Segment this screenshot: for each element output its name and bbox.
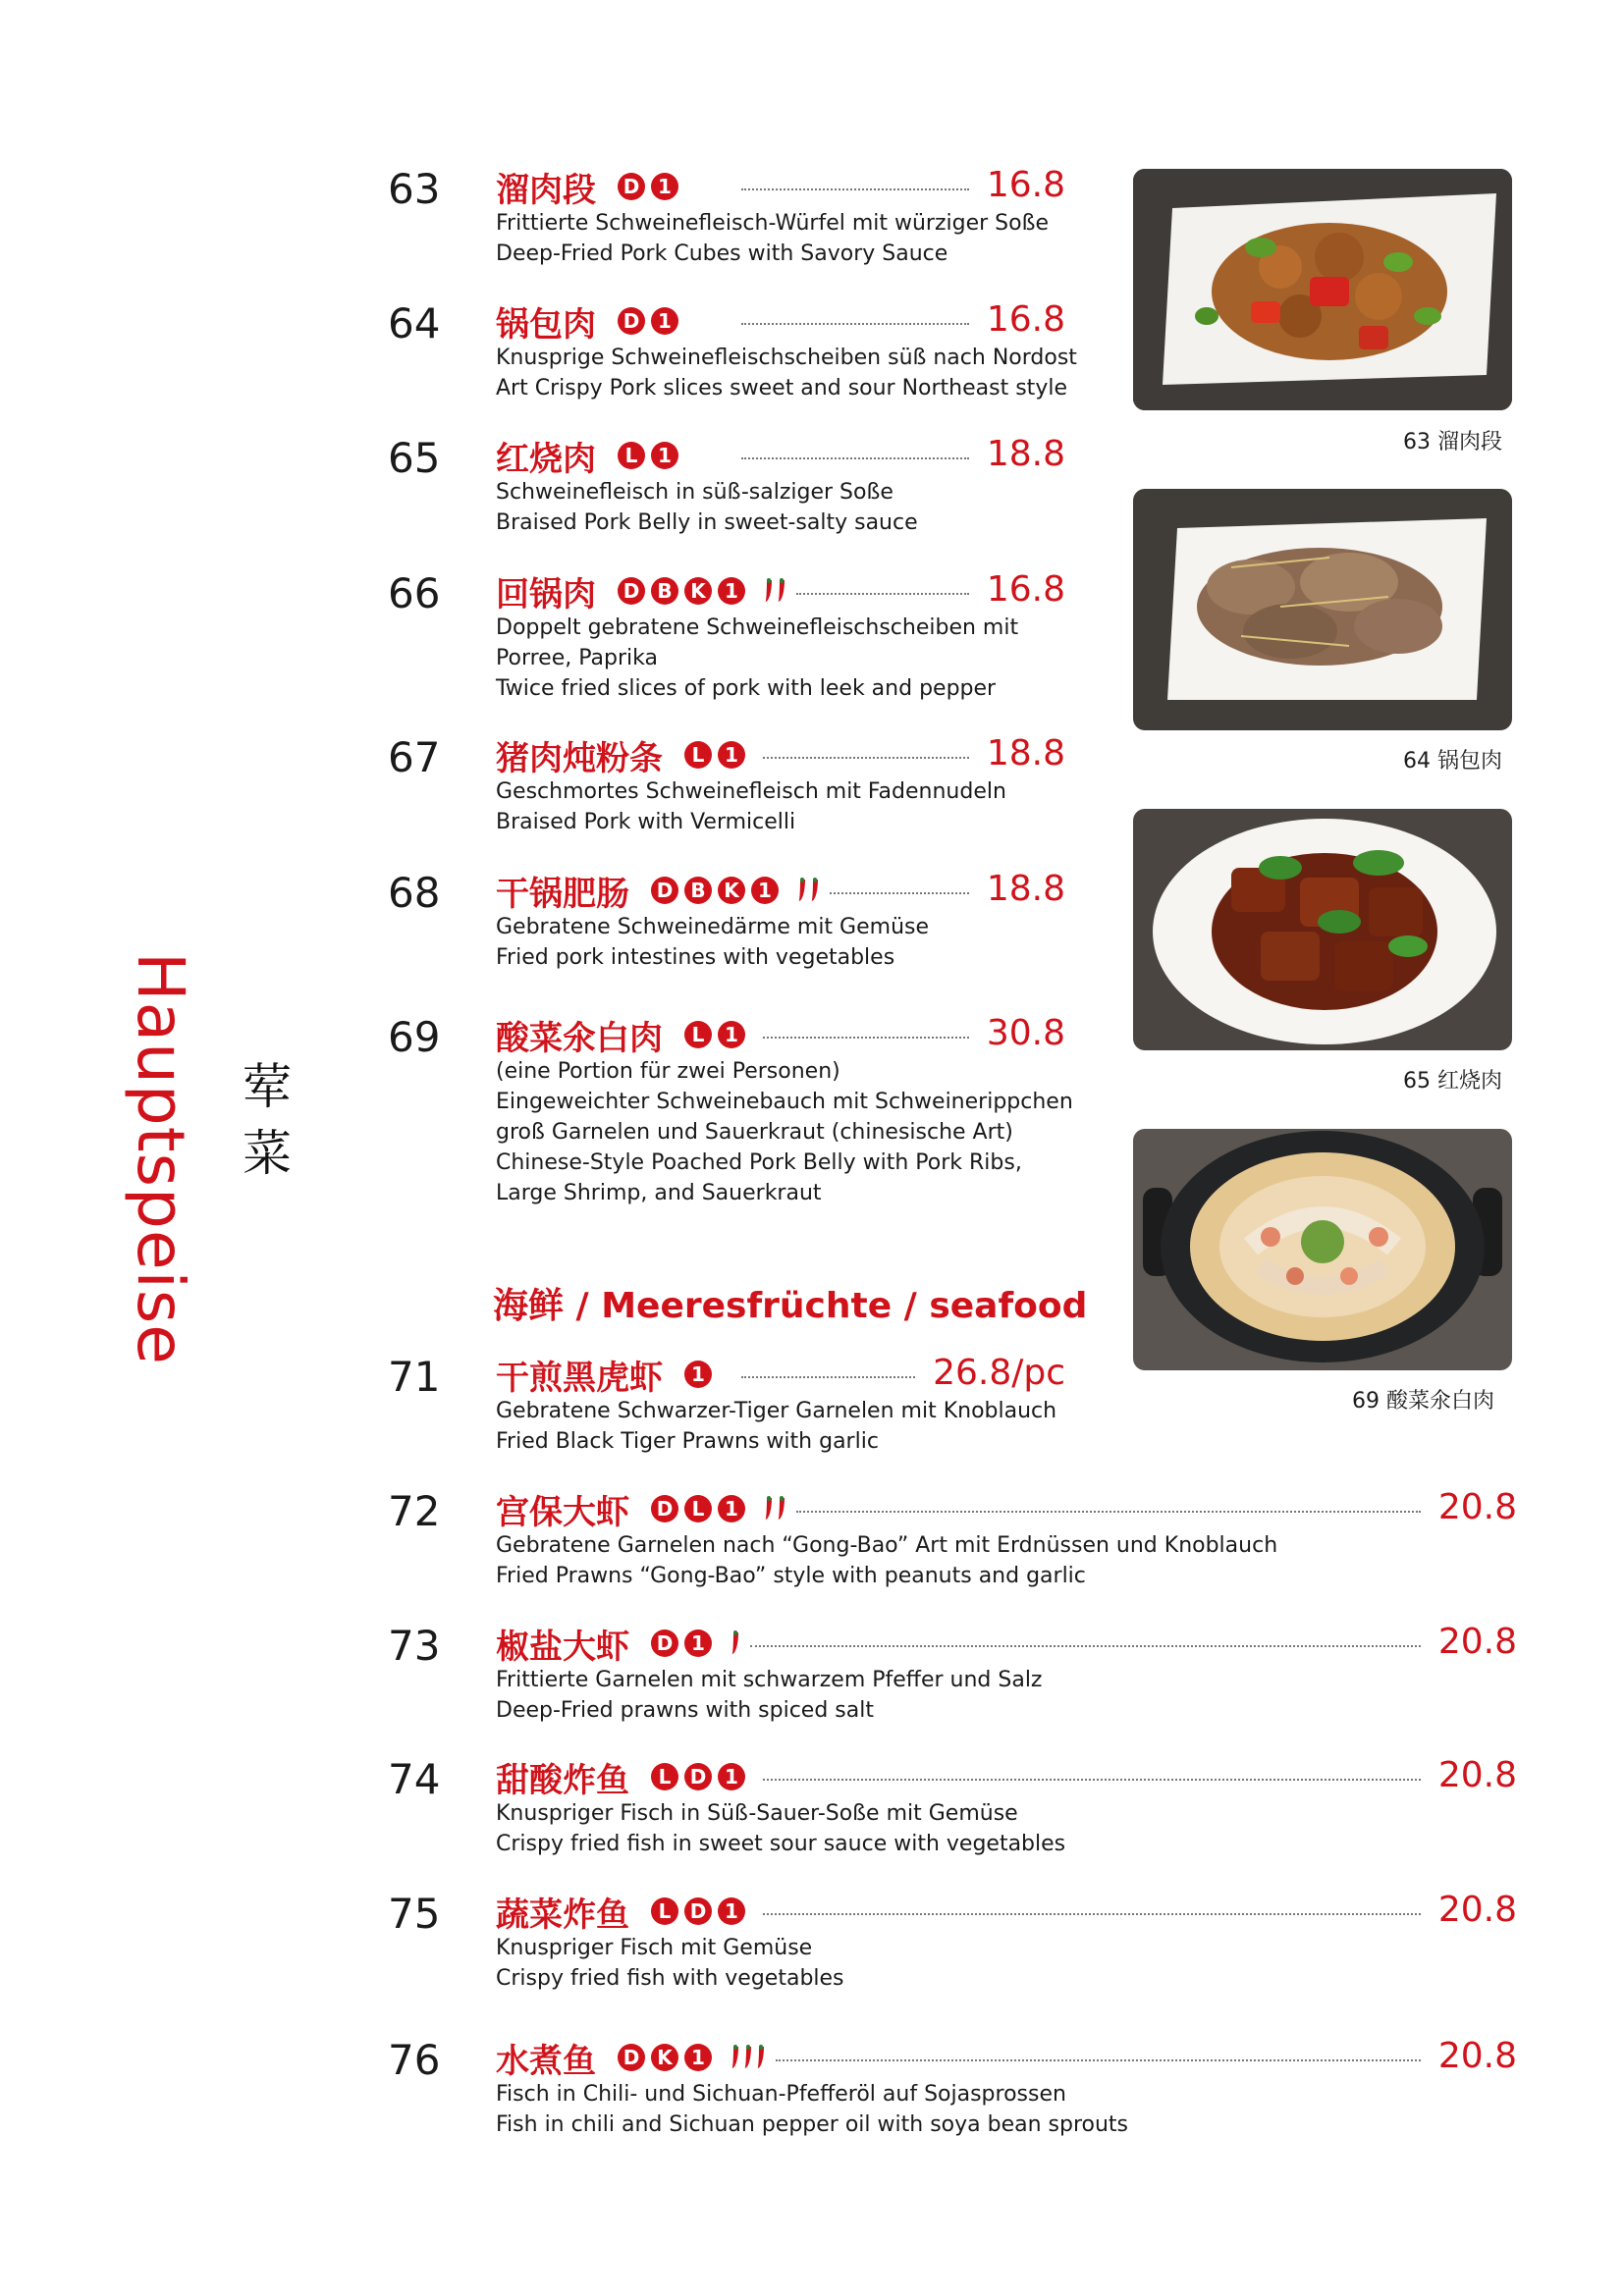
description-line: Chinese-Style Poached Pork Belly with Pork Ribs, (496, 1150, 1022, 1175)
photo-dish-63 (1133, 169, 1512, 410)
item-chinese-name: 宫保大虾 (496, 1492, 629, 1532)
photo-dish-65 (1133, 809, 1512, 1050)
item-number: 66 (388, 569, 441, 617)
dot-leader (776, 2059, 1421, 2061)
item-chinese-name: 椒盐大虾 (496, 1627, 629, 1667)
item-description (496, 1933, 844, 1994)
item-description (496, 208, 1049, 269)
dot-leader (763, 1913, 1421, 1915)
description-line: Art Crispy Pork slices sweet and sour Northeast style (496, 376, 1067, 400)
item-number: 75 (388, 1890, 441, 1938)
allergen-badge: D (684, 1763, 712, 1790)
dot-leader (830, 892, 969, 894)
chili-icon (759, 1496, 769, 1522)
description-line: Fried pork intestines with vegetables (496, 945, 895, 970)
item-title-row (496, 871, 818, 914)
side-title-german: Hauptspeise (123, 952, 198, 1365)
allergen-badges (618, 2044, 718, 2071)
dot-leader (741, 188, 969, 190)
allergen-badges (618, 307, 684, 335)
item-chinese-name: 猪肉炖粉条 (496, 738, 663, 778)
item-title-row (496, 735, 751, 778)
dot-leader (741, 1376, 915, 1378)
description-line: Braised Pork with Vermicelli (496, 810, 796, 834)
allergen-badge: D (618, 2044, 645, 2071)
item-number: 68 (388, 869, 441, 917)
photo-caption-64: 64 锅包肉 (1403, 749, 1502, 774)
description-line: Deep-Fried Pork Cubes with Savory Sauce (496, 241, 948, 266)
description-line: Crispy fried fish with vegetables (496, 1966, 844, 1991)
item-chinese-name: 回锅肉 (496, 574, 596, 614)
item-price: 16.8 (986, 299, 1065, 340)
item-chinese-name: 酸菜氽白肉 (496, 1018, 663, 1058)
item-number: 71 (388, 1353, 441, 1401)
item-description (496, 1396, 1056, 1457)
allergen-badge: 1 (718, 1021, 745, 1048)
allergen-badge: K (651, 2044, 678, 2071)
allergen-badge: 1 (684, 2044, 712, 2071)
item-number: 64 (388, 299, 441, 347)
item-description (496, 477, 918, 538)
allergen-badge: D (684, 1897, 712, 1925)
description-line: (eine Portion für zwei Personen) (496, 1059, 840, 1084)
item-title-row (496, 1355, 718, 1398)
item-title-row (496, 301, 684, 345)
item-price: 20.8 (1437, 1487, 1517, 1527)
description-line: Porree, Paprika (496, 646, 658, 670)
item-price: 30.8 (986, 1013, 1065, 1053)
item-title-row (496, 2038, 764, 2081)
description-line: Large Shrimp, and Sauerkraut (496, 1181, 822, 1205)
allergen-badge: 1 (684, 1361, 712, 1388)
description-line: Fisch in Chili- und Sichuan-Pfefferöl auf Sojasprossen (496, 2082, 1066, 2107)
dot-leader (763, 1779, 1421, 1781)
item-number: 69 (388, 1013, 441, 1061)
item-price: 18.8 (986, 869, 1065, 909)
item-title-row (496, 167, 684, 210)
allergen-badges (684, 1021, 751, 1048)
item-chinese-name: 蔬菜炸鱼 (496, 1895, 629, 1935)
dot-leader (741, 457, 969, 459)
allergen-badge: 1 (718, 741, 745, 769)
item-description (496, 343, 1077, 403)
description-line: Knuspriger Fisch in Süß-Sauer-Soße mit Gemüse (496, 1801, 1018, 1826)
allergen-badge: D (618, 577, 645, 605)
description-line: Fish in chili and Sichuan pepper oil with soya bean sprouts (496, 2112, 1129, 2137)
item-number: 72 (388, 1487, 441, 1535)
item-number: 76 (388, 2036, 441, 2084)
description-line: Gebratene Schweinedärme mit Gemüse (496, 915, 930, 939)
description-line: Knusprige Schweinefleischscheiben süß nach Nordost (496, 346, 1077, 370)
description-line: Eingeweichter Schweinebauch mit Schweinerippchen (496, 1090, 1073, 1114)
item-chinese-name: 溜肉段 (496, 170, 596, 210)
chili-icon (772, 1496, 782, 1522)
item-price: 20.8 (1437, 1622, 1517, 1662)
allergen-badges (618, 577, 751, 605)
dish-63-image (1133, 169, 1512, 410)
item-price: 20.8 (1437, 2036, 1517, 2076)
description-line: Gebratene Garnelen nach “Gong-Bao” Art mit Erdnüssen und Knoblauch (496, 1533, 1278, 1558)
item-chinese-name: 红烧肉 (496, 439, 596, 479)
allergen-badge: L (651, 1763, 678, 1790)
allergen-badge: K (684, 577, 712, 605)
item-price: 16.8 (986, 165, 1065, 205)
section-heading-seafood: 海鲜 / Meeresfrüchte / seafood (493, 1286, 1088, 1326)
dish-69-image (1133, 1129, 1512, 1370)
allergen-badges (651, 1897, 751, 1925)
allergen-badge: K (718, 877, 745, 904)
item-price: 18.8 (986, 733, 1065, 774)
item-description (496, 613, 1018, 704)
chili-icon (805, 878, 815, 903)
item-chinese-name: 甜酸炸鱼 (496, 1760, 629, 1800)
item-title-row (496, 1624, 738, 1667)
item-description (496, 912, 929, 973)
allergen-badge: 1 (718, 577, 745, 605)
allergen-badges (618, 173, 684, 200)
chili-icon (726, 1630, 735, 1656)
allergen-badge: D (651, 877, 678, 904)
description-line: Knuspriger Fisch mit Gemüse (496, 1936, 813, 1960)
item-chinese-name: 锅包肉 (496, 304, 596, 345)
spicy-level (726, 2045, 764, 2070)
item-description (496, 2079, 1128, 2140)
item-number: 74 (388, 1755, 441, 1803)
item-price: 16.8 (986, 569, 1065, 610)
item-title-row (496, 571, 785, 614)
item-price: 20.8 (1437, 1890, 1517, 1930)
photo-caption-63: 63 溜肉段 (1403, 430, 1502, 454)
description-line: Deep-Fried prawns with spiced salt (496, 1698, 874, 1723)
item-description (496, 1530, 1277, 1591)
item-description (496, 776, 1006, 837)
allergen-badge: L (684, 1495, 712, 1522)
allergen-badge: 1 (718, 1495, 745, 1522)
description-line: Geschmortes Schweinefleisch mit Fadennudeln (496, 779, 1006, 804)
item-chinese-name: 水煮鱼 (496, 2041, 596, 2081)
item-description (496, 1665, 1042, 1726)
allergen-badge: L (684, 741, 712, 769)
allergen-badges (651, 877, 785, 904)
allergen-badges (651, 1495, 751, 1522)
allergen-badges (651, 1763, 751, 1790)
allergen-badge: B (684, 877, 712, 904)
item-title-row (496, 436, 684, 479)
chili-icon (772, 578, 782, 604)
description-line: Braised Pork Belly in sweet-salty sauce (496, 510, 918, 535)
dot-leader (763, 757, 969, 759)
description-line: Fried Prawns “Gong-Bao” style with peanuts and garlic (496, 1564, 1086, 1588)
allergen-badge: D (651, 1495, 678, 1522)
description-line: Doppelt gebratene Schweinefleischscheiben mit (496, 615, 1019, 640)
item-chinese-name: 干锅肥肠 (496, 874, 629, 914)
allergen-badge: 1 (651, 442, 678, 469)
spicy-level (759, 578, 785, 604)
item-title-row (496, 1015, 751, 1058)
side-title (123, 952, 292, 1365)
allergen-badge: L (651, 1897, 678, 1925)
dot-leader (796, 593, 969, 595)
allergen-badge: 1 (651, 173, 678, 200)
photo-dish-69 (1133, 1129, 1512, 1370)
chili-icon (738, 2045, 748, 2070)
dot-leader (796, 1511, 1421, 1513)
description-line: Frittierte Garnelen mit schwarzem Pfeffer und Salz (496, 1668, 1043, 1692)
dot-leader (763, 1037, 969, 1039)
allergen-badge: 1 (751, 877, 779, 904)
item-description (496, 1056, 1073, 1208)
allergen-badge: 1 (718, 1897, 745, 1925)
dot-leader (750, 1645, 1421, 1647)
spicy-level (726, 1630, 738, 1656)
allergen-badge: L (684, 1021, 712, 1048)
dish-64-image (1133, 489, 1512, 730)
dish-65-image (1133, 809, 1512, 1050)
allergen-badges (651, 1629, 718, 1657)
description-line: Frittierte Schweinefleisch-Würfel mit würziger Soße (496, 211, 1049, 236)
description-line: Crispy fried fish in sweet sour sauce with vegetables (496, 1832, 1066, 1856)
allergen-badge: L (618, 442, 645, 469)
description-line: Fried Black Tiger Prawns with garlic (496, 1429, 879, 1454)
spicy-level (759, 1496, 785, 1522)
allergen-badge: 1 (684, 1629, 712, 1657)
chili-icon (792, 878, 802, 903)
item-price: 20.8 (1437, 1755, 1517, 1795)
allergen-badges (684, 741, 751, 769)
allergen-badges (684, 1361, 718, 1388)
spicy-level (792, 878, 818, 903)
item-number: 63 (388, 165, 441, 213)
item-number: 67 (388, 733, 441, 781)
description-line: Twice fried slices of pork with leek and pepper (496, 676, 997, 701)
photo-caption-65: 65 红烧肉 (1403, 1069, 1502, 1094)
description-line: groß Garnelen und Sauerkraut (chinesische Art) (496, 1120, 1013, 1145)
allergen-badge: D (618, 173, 645, 200)
item-title-row (496, 1489, 785, 1532)
chili-icon (759, 578, 769, 604)
item-number: 65 (388, 434, 441, 482)
description-line: Gebratene Schwarzer-Tiger Garnelen mit Knoblauch (496, 1399, 1057, 1423)
allergen-badge: 1 (718, 1763, 745, 1790)
item-description (496, 1798, 1065, 1859)
chili-icon (726, 2045, 735, 2070)
item-title-row (496, 1757, 751, 1800)
allergen-badges (618, 442, 684, 469)
chili-icon (751, 2045, 761, 2070)
allergen-badge: B (651, 577, 678, 605)
item-number: 73 (388, 1622, 441, 1670)
allergen-badge: D (651, 1629, 678, 1657)
photo-caption-69: 69 酸菜氽白肉 (1352, 1389, 1494, 1414)
dot-leader (741, 323, 969, 325)
side-title-chinese: 荤菜 (235, 1060, 292, 1194)
item-price: 26.8/pc (933, 1353, 1065, 1393)
item-price: 18.8 (986, 434, 1065, 474)
photo-dish-64 (1133, 489, 1512, 730)
item-chinese-name: 干煎黑虎虾 (496, 1358, 663, 1398)
description-line: Schweinefleisch in süß-salziger Soße (496, 480, 893, 505)
allergen-badge: 1 (651, 307, 678, 335)
allergen-badge: D (618, 307, 645, 335)
item-title-row (496, 1892, 751, 1935)
